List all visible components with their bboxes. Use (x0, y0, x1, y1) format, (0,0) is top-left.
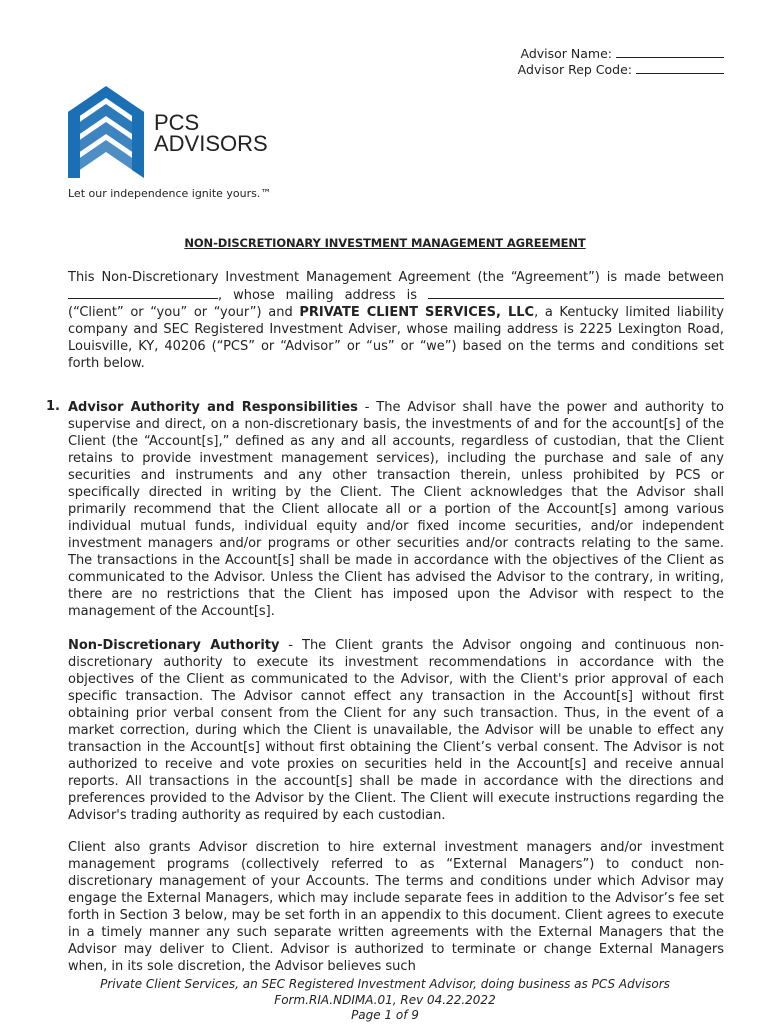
intro-text-3: (“Client” or “you” or “your”) and (68, 305, 293, 320)
intro-text-1: This Non-Discretionary Investment Management Agreement (the “Agreement”) is made between (68, 270, 724, 285)
advisor-name-field[interactable] (616, 46, 724, 58)
logo-line2: ADVISORS (154, 131, 268, 156)
section-1-number: 1. (46, 399, 60, 414)
client-address-field[interactable] (428, 286, 724, 299)
intro-paragraph (68, 269, 724, 372)
advisor-fields (518, 46, 724, 78)
section-1-heading: Advisor Authority and Responsibilities (68, 400, 358, 415)
section-1-body: - The Advisor shall have the power and authority to supervise and direct, on a non-discretionary basis, the investments of and for the account[s] of the Client (the “Account[s],” defined as any and all accounts, regardless of custodian, that the Client retains to provide investment management services), including the purchase and sale of any securities and instruments and any other transaction therein, unless prohibited by PCS or specifically directed in writing by the Client. The Client acknowledges that the Advisor shall primarily recommend that the Client allocate all or a portion of the Account[s] among various individual mutual funds, individual equity and/or fixed income securities, and/or independent investment managers and/or programs or other securities and/or contracts relating to the same. The transactions in the Account[s] shall be made in accordance with the objectives of the Client as communicated to the Advisor. Unless the Client has advised the Advisor to the contrary, in writing, there are no restrictions that the Client has imposed upon the Advisor with respect to the management of the Account[s]. (68, 400, 724, 619)
intro-company-name: PRIVATE CLIENT SERVICES, LLC (299, 305, 535, 320)
external-managers-body: Client also grants Advisor discretion to hire external investment managers and/or investment management programs (collectively referred to as “External Managers”) to conduct non-discretionary management of your Accounts. The terms and conditions under which Advisor may engage the External Managers, which may include separate fees in addition to the Advisor’s fee set forth in Section 3 below, may be set forth in an appendix to this document. Client agrees to execute in a timely manner any such separate written agreements with the External Managers that the Advisor may deliver to Client. Advisor is authorized to terminate or change External Managers when, in its sole discretion, the Advisor believes such (68, 840, 724, 974)
non-discretionary-paragraph (68, 637, 724, 824)
pcs-advisors-logo (66, 84, 286, 184)
footer-line-2: Form.RIA.NDIMA.01, Rev 04.22.2022 (274, 992, 496, 1007)
non-discretionary-heading: Non-Discretionary Authority (68, 638, 280, 653)
footer-page-number: Page 1 of 9 (351, 1008, 419, 1022)
client-name-field[interactable] (68, 286, 218, 299)
advisor-rep-code-field[interactable] (636, 62, 724, 74)
advisor-name-row (518, 46, 724, 62)
intro-text-2: , whose mailing address is (218, 288, 418, 303)
non-discretionary-body: - The Client grants the Advisor ongoing and continuous non-discretionary authority to execute its investment recommendations in accordance with the objectives of the Client as communicated to the Advisor, with the Client's prior approval of each specific transaction. The Advisor cannot effect any transaction in the Account[s] without first obtaining prior verbal consent from the Client for any such transaction. Thus, in the event of a market correction, during which the Client is unavailable, the Advisor will be unable to effect any transaction in the Account[s] without first obtaining the Client’s verbal consent. The Advisor is not authorized to receive and vote proxies on securities held in the Account[s] and receive annual reports. All transactions in the account[s] shall be made in accordance with the directions and preferences provided to the Advisor by the Client. The Client will execute instructions regarding the Advisor's trading authority as required by each custodian. (68, 638, 724, 823)
page-footer (0, 977, 770, 1024)
advisor-name-label: Advisor Name: (520, 46, 613, 61)
footer-line-1: Private Client Services, an SEC Registered Investment Advisor, doing business as PCS Advisors (100, 977, 670, 991)
external-managers-paragraph (68, 839, 724, 975)
tagline: Let our independence ignite yours.™ (68, 187, 272, 200)
logo-mark-icon (68, 86, 144, 178)
document-title: NON-DISCRETIONARY INVESTMENT MANAGEMENT AGREEMENT (184, 236, 586, 250)
intro-text-4: , a Kentucky limited liability company and SEC Registered Investment Adviser, whose mailing address is 2225 Lexington Road, Louisville, KY, 40206 (“PCS” or “Advisor” or “us” or “we”) based on the terms and conditions set forth below. (68, 305, 724, 371)
logo-line1: PCS (154, 110, 200, 135)
section-1-paragraph (68, 399, 724, 620)
advisor-rep-code-label: Advisor Rep Code: (517, 62, 633, 77)
advisor-rep-code-row (518, 62, 724, 78)
